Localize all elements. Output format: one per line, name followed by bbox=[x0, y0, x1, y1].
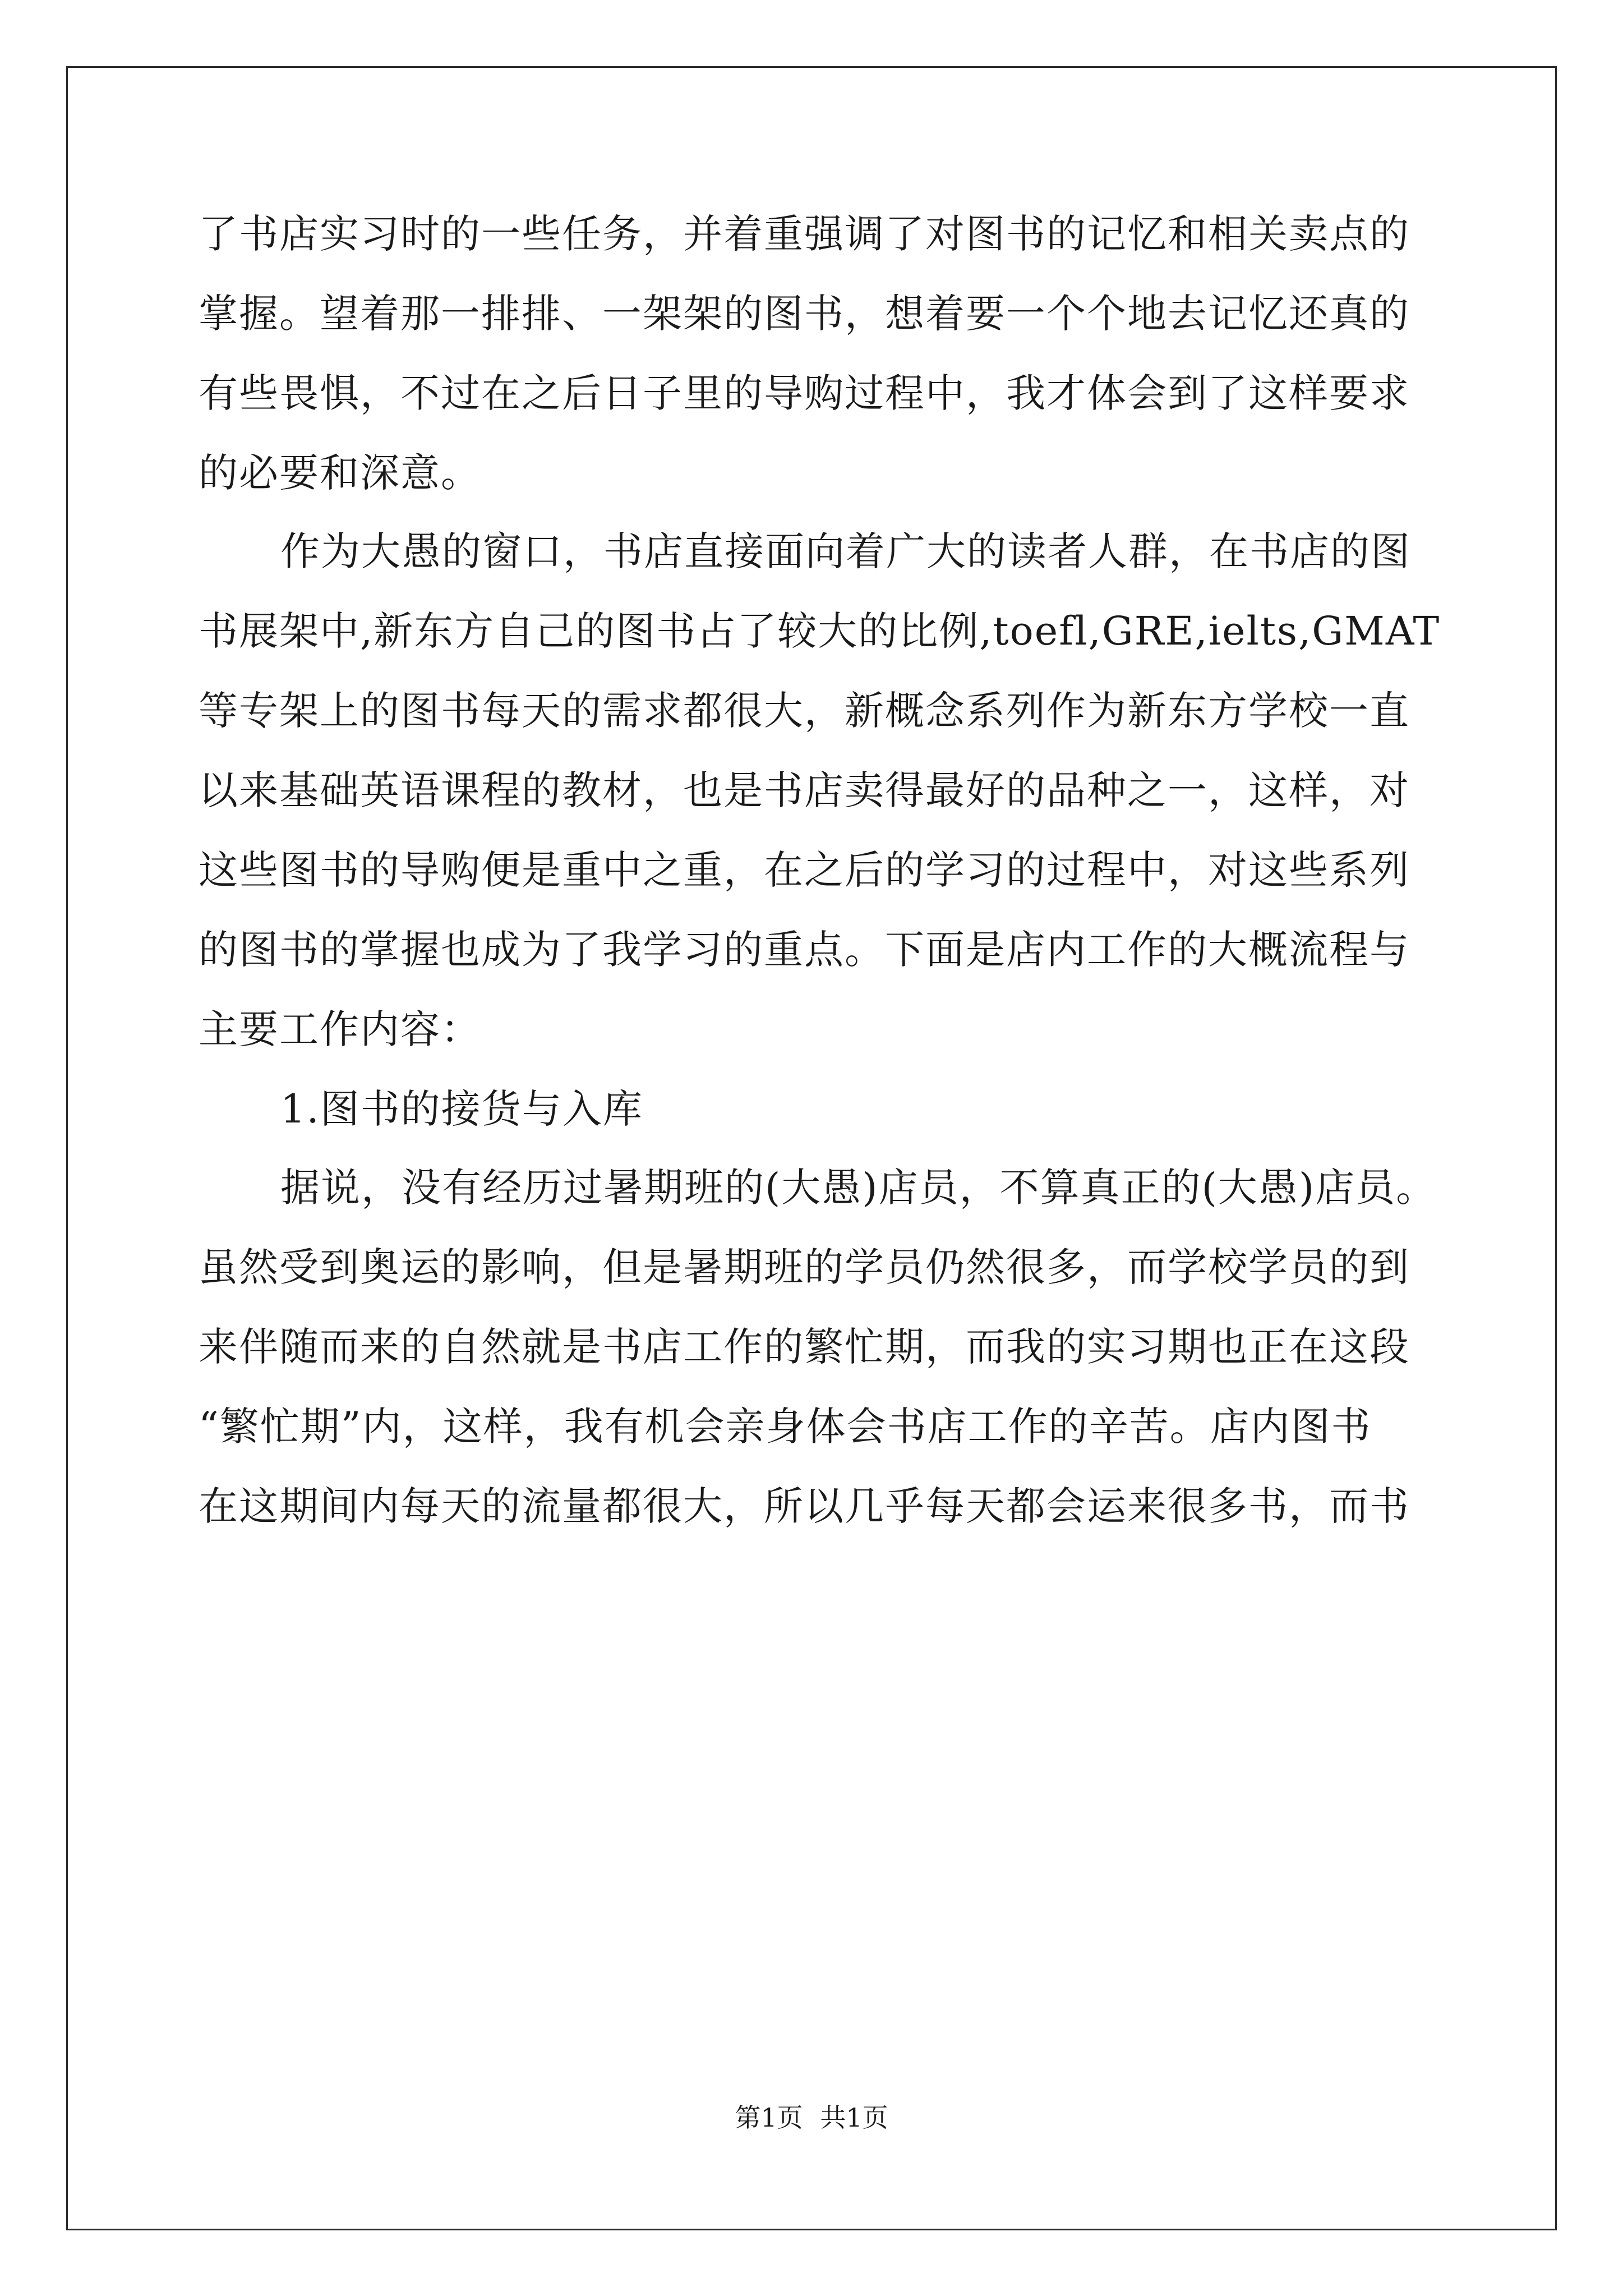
text-line: 虽然受到奥运的影响，但是暑期班的学员仍然很多，而学校学员的到 bbox=[199, 1244, 1410, 1290]
text-line: 了书店实习时的一些任务，并着重强调了对图书的记忆和相关卖点的 bbox=[199, 211, 1410, 257]
text-line: 的图书的掌握也成为了我学习的重点。下面是店内工作的大概流程与 bbox=[199, 927, 1410, 973]
page-footer bbox=[0, 2101, 1623, 2134]
text-line: “繁忙期”内，这样，我有机会亲身体会书店工作的辛苦。店内图书 bbox=[199, 1404, 1372, 1450]
text-line: 在这期间内每天的流量都很大，所以几乎每天都会运来很多书，而书 bbox=[199, 1483, 1410, 1529]
text-line: 掌握。望着那一排排、一架架的图书，想着要一个个地去记忆还真的 bbox=[199, 291, 1410, 337]
section-heading: 1.图书的接货与入库 bbox=[280, 1086, 643, 1132]
text-line: 等专架上的图书每天的需求都很大，新概念系列作为新东方学校一直 bbox=[199, 688, 1410, 734]
text-line: 书展架中,新东方自己的图书占了较大的比例,toefl,GRE,ielts,GMAT bbox=[199, 608, 1441, 654]
paragraph-first-line: 据说，没有经历过暑期班的(大愚)店员，不算真正的(大愚)店员。 bbox=[280, 1165, 1437, 1211]
text-line: 以来基础英语课程的教材，也是书店卖得最好的品种之一，这样，对 bbox=[199, 767, 1410, 813]
paragraph-first-line: 作为大愚的窗口，书店直接面向着广大的读者人群，在书店的图 bbox=[280, 528, 1411, 574]
text-line: 主要工作内容： bbox=[199, 1006, 481, 1052]
text-line: 这些图书的导购便是重中之重，在之后的学习的过程中，对这些系列 bbox=[199, 847, 1410, 893]
text-line: 的必要和深意。 bbox=[199, 450, 481, 496]
text-line: 来伴随而来的自然就是书店工作的繁忙期，而我的实习期也正在这段 bbox=[199, 1324, 1410, 1370]
page-total: 共1页 bbox=[820, 2102, 888, 2133]
text-line: 有些畏惧，不过在之后日子里的导购过程中，我才体会到了这样要求 bbox=[199, 370, 1410, 416]
page-number: 第1页 bbox=[735, 2102, 803, 2133]
